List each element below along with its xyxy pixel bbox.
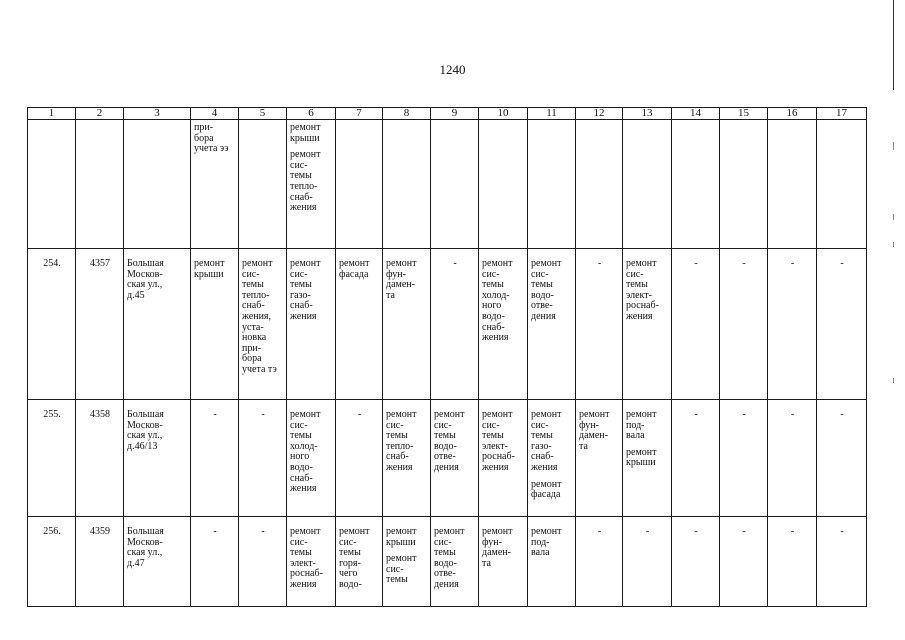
work-cell-col-4 xyxy=(191,517,239,607)
cell-text: - xyxy=(261,409,265,420)
cell-text: ремонт сис- темы горя- чего водо- xyxy=(339,526,370,590)
work-cell-col-6 xyxy=(287,249,336,400)
row-number-cell xyxy=(28,120,76,249)
cell-text: - xyxy=(213,409,217,420)
cell-text: - xyxy=(790,526,795,537)
work-cell-col-10 xyxy=(479,517,528,607)
cell-text: - xyxy=(645,526,650,537)
work-cell-col-16 xyxy=(768,517,817,607)
work-cell-col-15 xyxy=(720,120,768,249)
row-number-cell xyxy=(28,400,76,517)
cell-text: 4359 xyxy=(90,526,110,537)
work-cell-col-15 xyxy=(720,249,768,400)
cell-text: ремонт крыши xyxy=(194,258,225,280)
column-number-cell: 13 xyxy=(623,108,672,120)
work-cell-col-11 xyxy=(528,400,576,517)
column-number-row xyxy=(28,108,867,120)
cell-text: - xyxy=(742,526,746,537)
column-number-cell: 6 xyxy=(287,108,336,120)
column-number-cell: 3 xyxy=(124,108,191,120)
table-row xyxy=(28,120,867,249)
page-number: 1240 xyxy=(439,62,466,77)
row-number-cell xyxy=(28,249,76,400)
work-cell-col-4 xyxy=(191,249,239,400)
cell-text: ремонт сис- темы газо- снаб- жения xyxy=(290,258,321,322)
cell-text: - xyxy=(840,258,844,269)
cell-text: ремонт крыши xyxy=(290,122,321,144)
work-cell-col-12 xyxy=(576,517,623,607)
work-cell-col-14 xyxy=(672,249,720,400)
work-cell-col-4 xyxy=(191,400,239,517)
work-cell-col-11 xyxy=(528,249,576,400)
cell-text: 4357 xyxy=(90,258,110,269)
cell-text: - xyxy=(261,526,265,537)
cell-text: - xyxy=(742,258,746,269)
work-cell-col-9 xyxy=(431,400,479,517)
cell-text: 254. xyxy=(43,258,61,269)
page-edge-dash xyxy=(893,142,894,150)
page-edge-dash xyxy=(893,378,894,383)
cell-text: ремонт фун- дамен- та xyxy=(579,409,610,452)
work-cell-col-16 xyxy=(768,400,817,517)
work-cell-col-9 xyxy=(431,249,479,400)
cell-text: Большая Москов- ская ул., д.46/13 xyxy=(127,409,164,452)
column-number-cell: 17 xyxy=(817,108,867,120)
work-cell-col-17 xyxy=(817,120,867,249)
work-cell-col-15 xyxy=(720,517,768,607)
cell-text: - xyxy=(597,258,602,269)
cell-text: - xyxy=(742,409,746,420)
work-cell-col-17 xyxy=(817,249,867,400)
cell-text: ремонт фун- дамен- та xyxy=(386,258,417,301)
cell-text: ремонт сис- темы элект- роснаб- жения xyxy=(482,409,515,473)
page-edge-line xyxy=(893,0,894,90)
column-number-cell: 11 xyxy=(528,108,576,120)
cell-text: ремонт фасада xyxy=(339,258,370,280)
cell-text: ремонт под- вала xyxy=(531,526,562,559)
cell-text: при- бора учета ээ xyxy=(194,122,229,155)
work-cell-col-15 xyxy=(720,400,768,517)
cell-text: - xyxy=(453,258,457,269)
work-cell-col-10 xyxy=(479,400,528,517)
address-cell xyxy=(124,120,191,249)
cell-text: - xyxy=(840,409,844,420)
cell-text: - xyxy=(694,409,698,420)
column-number-cell: 8 xyxy=(383,108,431,120)
work-cell-col-6 xyxy=(287,517,336,607)
cell-text: - xyxy=(790,258,795,269)
cell-text: - xyxy=(694,258,698,269)
work-cell-col-8 xyxy=(383,249,431,400)
row-number-cell xyxy=(28,517,76,607)
column-number-cell: 7 xyxy=(336,108,383,120)
work-cell-col-5 xyxy=(239,517,287,607)
work-cell-col-14 xyxy=(672,400,720,517)
column-number-cell: 10 xyxy=(479,108,528,120)
code-cell xyxy=(76,120,124,249)
cell-text: ремонт фасада xyxy=(531,478,562,501)
cell-text: ремонт крыши xyxy=(386,526,417,548)
work-cell-col-16 xyxy=(768,120,817,249)
cell-text: - xyxy=(597,526,602,537)
work-cell-col-16 xyxy=(768,249,817,400)
work-cell-col-11 xyxy=(528,517,576,607)
work-cell-col-14 xyxy=(672,120,720,249)
cell-text: - xyxy=(790,409,795,420)
page-edge-dash xyxy=(893,242,894,247)
work-cell-col-12 xyxy=(576,120,623,249)
cell-text: - xyxy=(840,526,844,537)
cell-text: ремонт сис- темы тепло- снаб- жения xyxy=(290,149,321,214)
work-cell-col-5 xyxy=(239,400,287,517)
work-cell-col-13 xyxy=(623,517,672,607)
cell-text: ремонт сис- темы xyxy=(386,553,417,586)
work-cell-col-5 xyxy=(239,120,287,249)
work-cell-col-13 xyxy=(623,120,672,249)
address-cell xyxy=(124,249,191,400)
column-number-cell: 5 xyxy=(239,108,287,120)
work-cell-col-8 xyxy=(383,400,431,517)
work-cell-col-10 xyxy=(479,249,528,400)
cell-text: 255. xyxy=(43,409,61,420)
code-cell xyxy=(76,400,124,517)
column-number-cell: 16 xyxy=(768,108,817,120)
table-row xyxy=(28,400,867,517)
cell-text: - xyxy=(694,526,698,537)
cell-text: ремонт под- вала xyxy=(626,409,657,442)
cell-text: ремонт сис- темы водо- отве- дения xyxy=(434,526,465,590)
address-cell xyxy=(124,400,191,517)
work-cell-col-14 xyxy=(672,517,720,607)
work-cell-col-7 xyxy=(336,249,383,400)
address-cell xyxy=(124,517,191,607)
cell-text: ремонт сис- темы газо- снаб- жения xyxy=(531,409,562,473)
cell-text: ремонт сис- темы тепло- снаб- жения, уста- новка при- бора учета тэ xyxy=(242,258,277,375)
page-edge-dash xyxy=(893,214,894,220)
column-number-cell: 2 xyxy=(76,108,124,120)
column-number-cell: 14 xyxy=(672,108,720,120)
cell-text: ремонт сис- темы водо- отве- дения xyxy=(434,409,465,473)
work-cell-col-8 xyxy=(383,120,431,249)
cell-text: ремонт сис- темы холод- ного водо- снаб- жения xyxy=(482,258,513,344)
work-cell-col-6 xyxy=(287,120,336,249)
cell-text: Большая Москов- ская ул., д.47 xyxy=(127,526,164,569)
code-cell xyxy=(76,517,124,607)
work-cell-col-12 xyxy=(576,249,623,400)
code-cell xyxy=(76,249,124,400)
column-number-cell: 1 xyxy=(28,108,76,120)
work-cell-col-7 xyxy=(336,517,383,607)
cell-text: ремонт сис- темы холод- ного водо- снаб- жения xyxy=(290,409,321,495)
work-cell-col-7 xyxy=(336,400,383,517)
cell-text: - xyxy=(357,409,362,420)
column-number-cell: 12 xyxy=(576,108,623,120)
work-cell-col-8 xyxy=(383,517,431,607)
work-cell-col-11 xyxy=(528,120,576,249)
cell-text: ремонт сис- темы элект- роснаб- жения xyxy=(626,258,659,322)
table-row xyxy=(28,517,867,607)
repair-schedule-table xyxy=(27,107,867,607)
work-cell-col-5 xyxy=(239,249,287,400)
work-cell-col-9 xyxy=(431,517,479,607)
cell-text: Большая Москов- ская ул., д.45 xyxy=(127,258,164,301)
work-cell-col-10 xyxy=(479,120,528,249)
work-cell-col-12 xyxy=(576,400,623,517)
column-number-cell: 9 xyxy=(431,108,479,120)
work-cell-col-13 xyxy=(623,249,672,400)
cell-text: 4358 xyxy=(90,409,110,420)
work-cell-col-17 xyxy=(817,400,867,517)
work-cell-col-7 xyxy=(336,120,383,249)
work-cell-col-9 xyxy=(431,120,479,249)
column-number-cell: 4 xyxy=(191,108,239,120)
cell-text: ремонт сис- темы элект- роснаб- жения xyxy=(290,526,323,590)
cell-text: ремонт фун- дамен- та xyxy=(482,526,513,569)
cell-text: 256. xyxy=(43,526,61,537)
cell-text: ремонт сис- темы водо- отве- дения xyxy=(531,258,562,322)
cell-text: ремонт крыши xyxy=(626,446,657,469)
table-row xyxy=(28,249,867,400)
column-number-cell: 15 xyxy=(720,108,768,120)
cell-text: - xyxy=(213,526,217,537)
work-cell-col-17 xyxy=(817,517,867,607)
work-cell-col-6 xyxy=(287,400,336,517)
work-cell-col-13 xyxy=(623,400,672,517)
cell-text: ремонт сис- темы тепло- снаб- жения xyxy=(386,409,417,473)
work-cell-col-4 xyxy=(191,120,239,249)
